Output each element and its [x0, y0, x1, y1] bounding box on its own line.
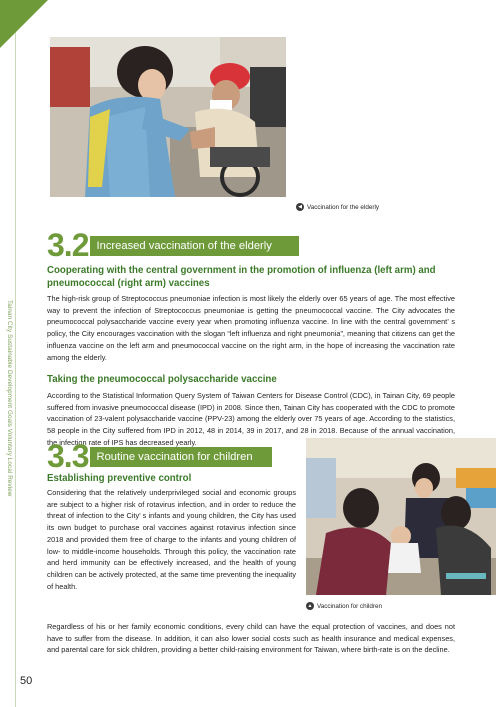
- corner-triangle: [0, 0, 48, 48]
- section-3-3-paragraph-2: Regardless of his or her family economic conditions, every child can have the equal protection of vaccines, and does not have to suffer from the disease. In addition, it can also lower social costs such as health insurance and medical expenses, and parental care for sick children, providing a better child-raising environment for Taiwan, where birth-rate is on the decline.: [47, 622, 455, 655]
- section-3-3-subheading-1: Establishing preventive control: [47, 473, 192, 484]
- children-photo-caption: [306, 602, 382, 610]
- elderly-photo-caption: [296, 203, 379, 211]
- elderly-caption-text: Vaccination for the elderly: [307, 203, 379, 211]
- section-3-2-title: Increased vaccination of the elderly: [90, 236, 299, 256]
- children-vaccination-photo: [306, 438, 496, 595]
- elderly-vaccination-photo: [50, 37, 286, 197]
- section-3-2-number: 3.2: [47, 227, 89, 263]
- section-3-3-number: 3.3: [47, 438, 89, 474]
- section-3-2-paragraph-1: The high-risk group of Streptococcus pneumoniae infection is most likely the elderly over 65 years of age. The most effective way to prevent the infection of Streptococcus pneumoniae is getting the pneumococcal vaccine. The City advocates the pneumococcal polysaccharide vaccine every year when promoting influenza vaccine. In line with the central government’ s policy, the City encourages vaccination with the slogan “left influenza and right pneumonia”, meaning that citizens can get the influenza vaccine on the left arm and pneumococcal vaccine on the right arm, in the hope of increasing the vaccination rate among the elderly.: [47, 294, 455, 362]
- section-3-2-paragraph-2: According to the Statistical Information Query System of Taiwan Centers for Disease Control (CDC), in Tainan City, 69 people suffered from invasive pneumococcal disease (IPD) in 2008. Since then, Tainan City has cooperated with the CDC to promote vaccination of 23-valent polysaccharide vaccine (PPV-23) among the elderly over 75 years of age. According to the statistics, 58 people in the City suffered from IPD in 2012, 48 in 2014, 39 in 2017, and 28 in 2018. Because of the annual vaccination, the infection rate of IPS has decreased yearly.: [47, 391, 455, 447]
- section-3-2-header: [47, 227, 299, 263]
- section-3-3-paragraph-1: Considering that the relatively underprivileged social and economic groups are subject to a higher risk of rotavirus infection, and in order to reduce the threat of infection to the City’ s infants and young children, the City has used its own budget to purchase oral vaccines against rotavirus infection since 2018 and provided them free of charge to the infants and young children of low- to middle-income households. Through this policy, the vaccination rate and herd immunity can be effectively increased, and the health of young children can be actively protected, at the same time preventing the inequality of health.: [47, 488, 297, 591]
- section-3-2-subheading-2: Taking the pneumococcal polysaccharide vaccine: [47, 374, 277, 385]
- side-running-title-text: Tainan City Sustainable Development Goals Voluntary Local Review: [6, 300, 13, 497]
- page-number: 50: [20, 675, 33, 687]
- caption-arrow-up-icon: ▲: [307, 603, 313, 609]
- section-3-2-subheading-1: Cooperating with the central government in the promotion of influenza (left arm) and pneumococcal (right arm) vaccines: [47, 265, 436, 289]
- side-running-title: [2, 300, 14, 640]
- caption-arrow-left-icon: ◀: [296, 203, 304, 211]
- section-3-3-title: Routine vaccination for children: [90, 447, 272, 467]
- children-caption-text: Vaccination for children: [317, 602, 382, 610]
- section-3-3-header: [47, 438, 272, 474]
